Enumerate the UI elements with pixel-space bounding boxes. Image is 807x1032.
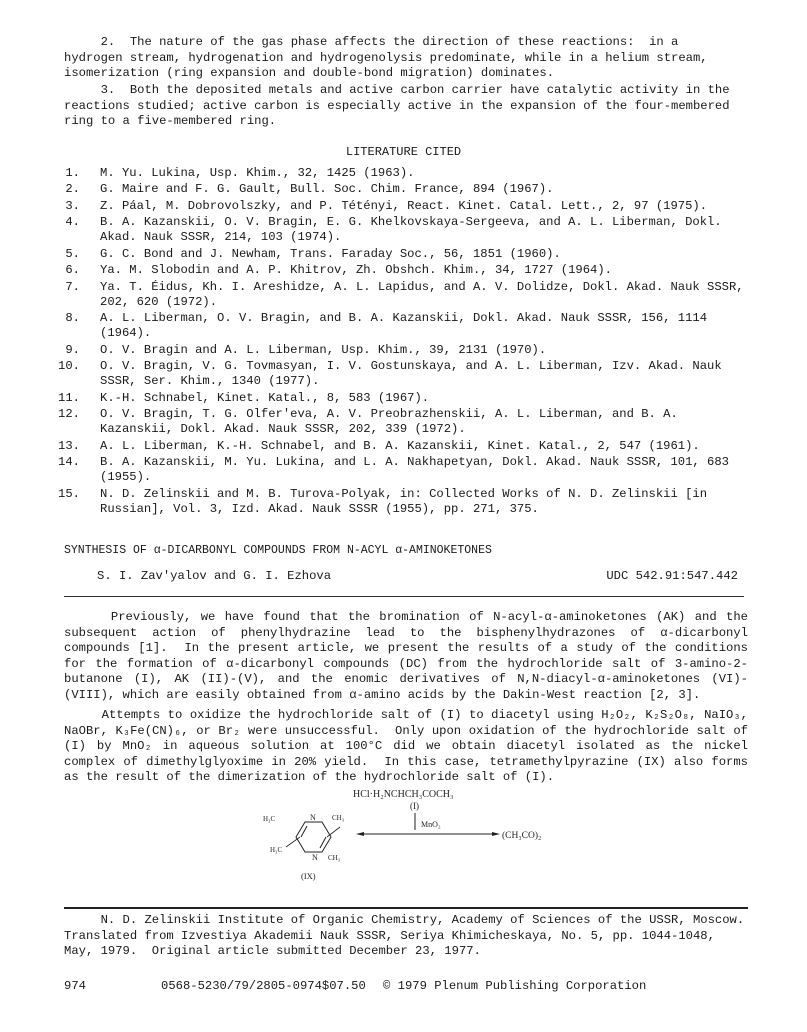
- reference-number: 14 .: [54, 455, 80, 470]
- article-authors: S. I. Zav'yalov and G. I. Ezhova: [97, 569, 332, 583]
- oxidation-paragraph: Attempts to oxidize the hydrochloride salt of (I) to diacetyl using H₂O₂, K₂S₂O₈, NaIO₃, NaOBr, K₃Fe(CN)₆, or Br₂ were unsuccessful. Only upon oxidation of the hydrochloride salt of (I) by MnO₂ in aqueous solution at 100°C did we obtain diacetyl isolated as the nickel complex of dimethylglyoxime in 20% yield. In this case, tetramethylpyrazine (IX) also forms as the result of the dimerization of the hydrochloride salt of (I).: [64, 708, 756, 784]
- pyrazine-methyl-bottom-left: H₃C: [270, 846, 283, 854]
- conclusion-item-2: 2. The nature of the gas phase affects the direction of these reactions: in a hydrogen stream, hydrogenation and hydrogenolysis predominate, while in a helium stream, isomerization (ring expansion and double-bond migration) dominates.: [64, 35, 715, 80]
- reference-number: 5 .: [54, 247, 80, 262]
- reference-number: 15 .: [54, 487, 80, 502]
- reference-text: M. Yu. Lukina, Usp. Khim., 32, 1425 (1963).: [100, 166, 415, 180]
- reaction-scheme: [258, 786, 548, 896]
- reference-item: [54, 343, 744, 358]
- pyrazine-methyl-top-left: H₃C: [263, 815, 276, 823]
- reference-item: [54, 455, 744, 485]
- reference-item: [54, 487, 744, 517]
- literature-heading: LITERATURE CITED: [345, 145, 462, 159]
- reference-item: [54, 407, 744, 437]
- reference-text: B. A. Kazanskii, O. V. Bragin, E. G. Khelkovskaya-Sergeeva, and A. L. Liberman, Dokl. Akad. Nauk SSSR, 214, 103 (1974).: [100, 215, 722, 245]
- reference-text: Ya. M. Slobodin and A. P. Khitrov, Zh. Obshch. Khim., 34, 1727 (1964).: [100, 263, 612, 278]
- journal-code: 0568-5230/79/2805-0974$07.50: [161, 979, 366, 993]
- reference-item: [54, 311, 744, 341]
- reference-text: Ya. T. Éidus, Kh. I. Areshidze, A. L. Lapidus, and A. V. Dolidze, Dokl. Akad. Nauk SSSR, 202, 620 (1972).: [100, 279, 744, 309]
- pyrazine-methyl-top-right: CH₃: [332, 814, 345, 822]
- reference-item: [54, 391, 744, 406]
- reference-text: N. D. Zelinskii and M. B. Turova-Polyak, in: Collected Works of N. D. Zelinskii [in Russian], Vol. 3, Izd. Akad. Nauk SSSR (1955), pp. 271, 375.: [100, 486, 708, 516]
- footnote: N. D. Zelinskii Institute of Organic Chemistry, Academy of Sciences of the USSR, Moscow. Translated from Izvestiya Akademii Nauk SSSR, Seriya Khimicheskaya, No. 5, pp. 1044-1048, May, 1979. Original article submitted December 23, 1977.: [64, 913, 752, 958]
- reference-number: 12 .: [54, 407, 80, 422]
- reference-number: 6 .: [54, 263, 80, 278]
- pyrazine-n-top: N: [310, 813, 316, 822]
- page-number: 974: [64, 979, 86, 993]
- pyrazine-ring: [286, 822, 340, 852]
- reference-text: O. V. Bragin and A. L. Liberman, Usp. Khim., 39, 2131 (1970).: [100, 342, 547, 357]
- scheme-arrowhead-right: [492, 832, 500, 836]
- title-divider: [64, 596, 744, 597]
- reference-text: G. Maire and F. G. Gault, Bull. Soc. Chim. France, 894 (1967).: [100, 182, 554, 197]
- reference-item: [54, 215, 744, 245]
- pyrazine-n-bottom: N: [312, 853, 318, 862]
- reference-number: 4 .: [54, 215, 80, 230]
- article-title: SYNTHESIS OF α-DICARBONYL COMPOUNDS FROM N-ACYL α-AMINOKETONES: [64, 544, 492, 557]
- reference-list: [54, 166, 744, 518]
- scheme-reagent: MnO₂: [421, 820, 441, 829]
- reference-item: [54, 247, 744, 262]
- reference-text: B. A. Kazanskii, M. Yu. Lukina, and L. A. Nakhapetyan, Dokl. Akad. Nauk SSSR, 101, 683 (1955).: [100, 455, 729, 485]
- reference-item: [54, 263, 744, 278]
- copyright: © 1979 Plenum Publishing Corporation: [383, 979, 647, 993]
- footnote-divider: [64, 907, 748, 909]
- scheme-reactant: HCl·H₂NCHCH₃COCH₃: [353, 789, 454, 800]
- reference-number: 7 .: [54, 280, 80, 295]
- reference-item: [54, 182, 744, 197]
- reference-number: 1 .: [54, 166, 80, 181]
- reference-text: Z. Páal, M. Dobrovolszky, and P. Tétényi, React. Kinet. Catal. Lett., 2, 97 (1975).: [100, 198, 708, 213]
- scheme-arrowhead-left: [356, 832, 364, 836]
- reference-text: A. L. Liberman, K.-H. Schnabel, and B. A. Kazanskii, Kinet. Katal., 2, 547 (1961).: [100, 438, 700, 453]
- pyrazine-methyl-bottom-right: CH₃: [328, 854, 341, 862]
- reference-item: [54, 359, 744, 389]
- reference-item: [54, 166, 744, 181]
- reference-number: 11 .: [54, 391, 80, 406]
- scheme-reactant-label: (I): [410, 801, 419, 811]
- reference-number: 13 .: [54, 439, 80, 454]
- reference-text: O. V. Bragin, T. G. Olfer'eva, A. V. Preobrazhenskii, A. L. Liberman, and B. A. Kazanskii, Dokl. Akad. Nauk SSSR, 202, 339 (1972).: [100, 407, 678, 437]
- reference-number: 2 .: [54, 182, 80, 197]
- reference-number: 3 .: [54, 199, 80, 214]
- reference-number: 8 .: [54, 311, 80, 326]
- reference-item: [54, 280, 744, 310]
- reference-number: 9 .: [54, 343, 80, 358]
- udc-code: UDC 542.91:547.442: [606, 569, 738, 583]
- reference-text: O. V. Bragin, V. G. Tovmasyan, I. V. Gostunskaya, and A. L. Liberman, Izv. Akad. Nauk SSSR, Ser. Khim., 1340 (1977).: [100, 359, 722, 389]
- scheme-product: (CH₃CO)₂: [502, 831, 542, 841]
- reference-text: G. C. Bond and J. Newham, Trans. Faraday Soc., 56, 1851 (1960).: [100, 246, 561, 261]
- pyrazine-label: (IX): [301, 871, 316, 881]
- reference-number: 10 .: [54, 359, 80, 374]
- reference-item: [54, 439, 744, 454]
- reference-text: A. L. Liberman, O. V. Bragin, and B. A. Kazanskii, Dokl. Akad. Nauk SSSR, 156, 1114 (1964).: [100, 311, 708, 341]
- reference-text: K.-H. Schnabel, Kinet. Katal., 8, 583 (1967).: [100, 390, 430, 405]
- reference-item: [54, 199, 744, 214]
- intro-paragraph: Previously, we have found that the bromination of N-acyl-α-aminoketones (AK) and the subsequent action of phenylhydrazine lead to the bisphenylhydrazones of α-dicarbonyl compounds [1]. In the present article, we present the results of a study of the conditions for the formation of α-dicarbonyl compounds (DC) from the hydrochloride salt of 3-amino-2-butanone (I), AK (II)-(V), and the enomic derivatives of N,N-diacyl-α-aminoketones (VI)-(VIII), which are easily obtained from α-amino acids by the Dakin-West reaction [2, 3].: [64, 610, 756, 702]
- conclusion-item-3: 3. Both the deposited metals and active carbon carrier have catalytic activity in the reactions studied; active carbon is especially active in the expansion of the four-membered ring to a five-membered ring.: [64, 83, 737, 128]
